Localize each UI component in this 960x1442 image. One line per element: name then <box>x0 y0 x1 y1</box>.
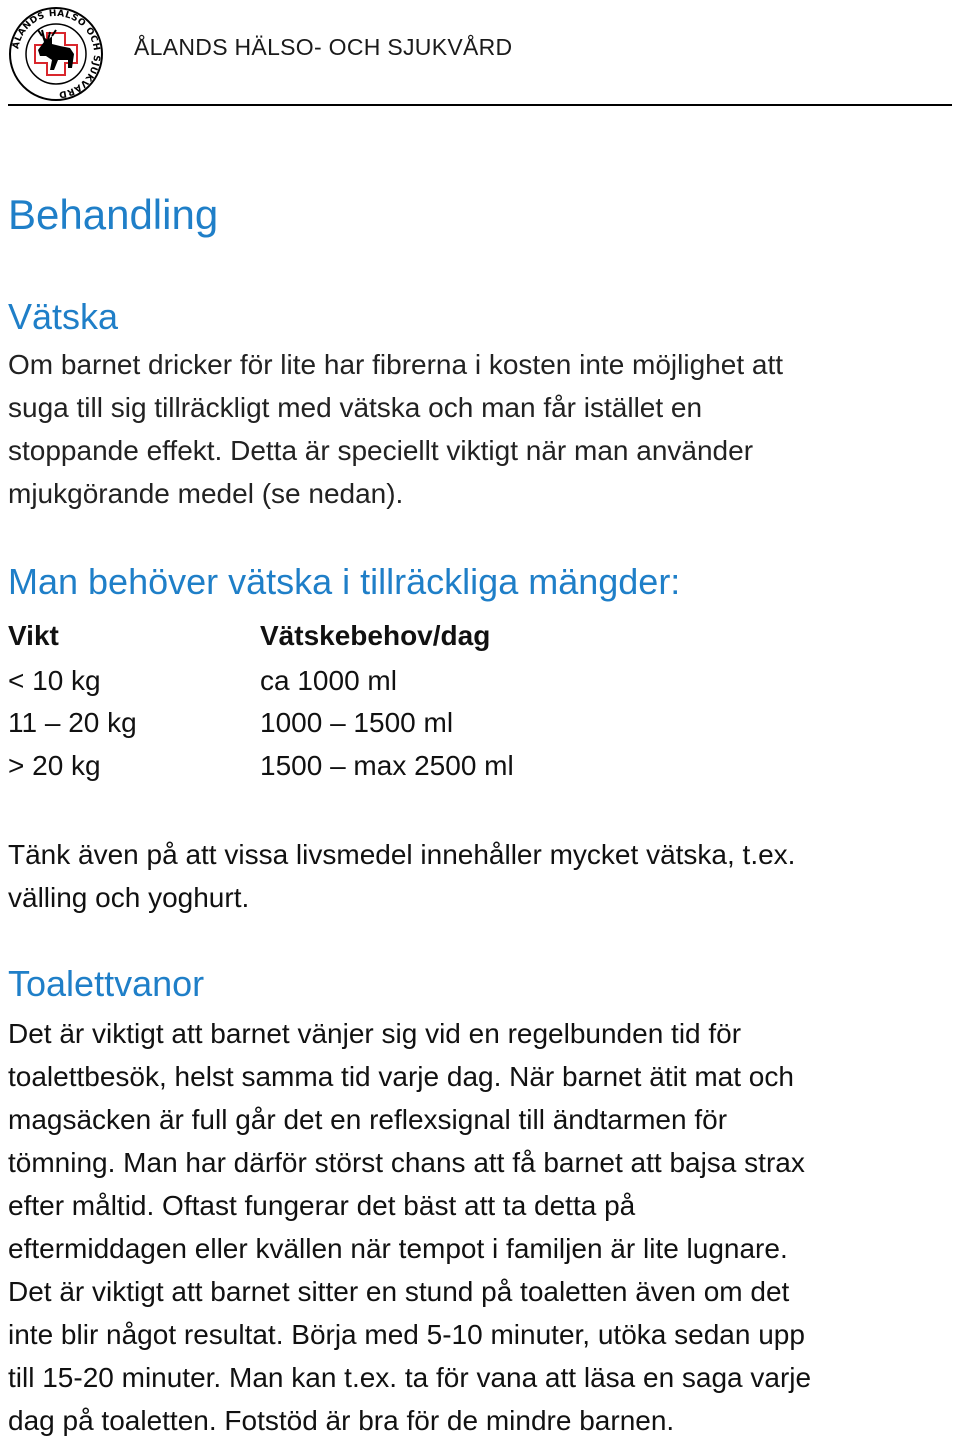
column-header-fluid-need: Vätskebehov/dag <box>260 620 491 651</box>
alands-halso-och-sjukvard-logo <box>8 6 104 102</box>
section-heading-fluid: Vätska <box>8 296 119 337</box>
paragraph-line: till 15-20 minuter. Man kan t.ex. ta för vana att läsa en saga varje <box>8 1362 812 1393</box>
paragraph-line: toalettbesök, helst samma tid varje dag. När barnet ätit mat och <box>8 1061 794 1092</box>
page-title: Behandling <box>8 191 219 238</box>
paragraph-line: Tänk även på att vissa livsmedel innehåller mycket vätska, t.ex. <box>8 839 796 870</box>
paragraph-line: tömning. Man har därför störst chans att få barnet att bajsa strax <box>8 1147 805 1178</box>
table-cell-weight: < 10 kg <box>8 665 101 696</box>
toilet-paragraph <box>8 1012 952 1442</box>
table-cell-fluid: 1000 – 1500 ml <box>260 707 454 738</box>
table-cell-fluid: ca 1000 ml <box>260 665 397 696</box>
fluid-note-paragraph <box>8 833 952 919</box>
svg-text:ÅLANDS HÄLSO OCH SJUKVÅRD: ÅLANDS HÄLSO OCH SJUKVÅRD <box>11 8 102 100</box>
paragraph-line: Det är viktigt att barnet vänjer sig vid en regelbunden tid för <box>8 1018 742 1049</box>
table-cell-fluid: 1500 – max 2500 ml <box>260 750 514 781</box>
document-header <box>8 6 952 104</box>
paragraph-line: Det är viktigt att barnet sitter en stund på toaletten även om det <box>8 1276 790 1307</box>
paragraph-line: mjukgörande medel (se nedan). <box>8 478 404 509</box>
organization-name: ÅLANDS HÄLSO- OCH SJUKVÅRD <box>134 34 513 60</box>
paragraph-line: suga till sig tillräckligt med vätska och man får istället en <box>8 392 703 423</box>
paragraph-line: efter måltid. Oftast fungerar det bäst att ta detta på <box>8 1190 636 1221</box>
paragraph-line: Om barnet dricker för lite har fibrerna i kosten inte möjlighet att <box>8 349 784 380</box>
column-header-weight: Vikt <box>8 620 59 651</box>
paragraph-line: dag på toaletten. Fotstöd är bra för de mindre barnen. <box>8 1405 675 1436</box>
fluid-paragraph <box>8 343 952 515</box>
header-divider <box>8 104 952 106</box>
table-cell-weight: > 20 kg <box>8 750 101 781</box>
table-cell-weight: 11 – 20 kg <box>8 707 137 738</box>
paragraph-line: eftermiddagen eller kvällen när tempot i familjen är lite lugnare. <box>8 1233 788 1264</box>
section-heading-toilet-habits: Toalettvanor <box>8 963 205 1004</box>
paragraph-line: magsäcken är full går det en reflexsignal till ändtarmen för <box>8 1104 728 1135</box>
section-heading-fluid-amounts: Man behöver vätska i tillräckliga mängder: <box>8 561 681 602</box>
paragraph-line: stoppande effekt. Detta är speciellt viktigt när man använder <box>8 435 754 466</box>
paragraph-line: välling och yoghurt. <box>8 882 250 913</box>
paragraph-line: inte blir något resultat. Börja med 5-10 minuter, utöka sedan upp <box>8 1319 805 1350</box>
